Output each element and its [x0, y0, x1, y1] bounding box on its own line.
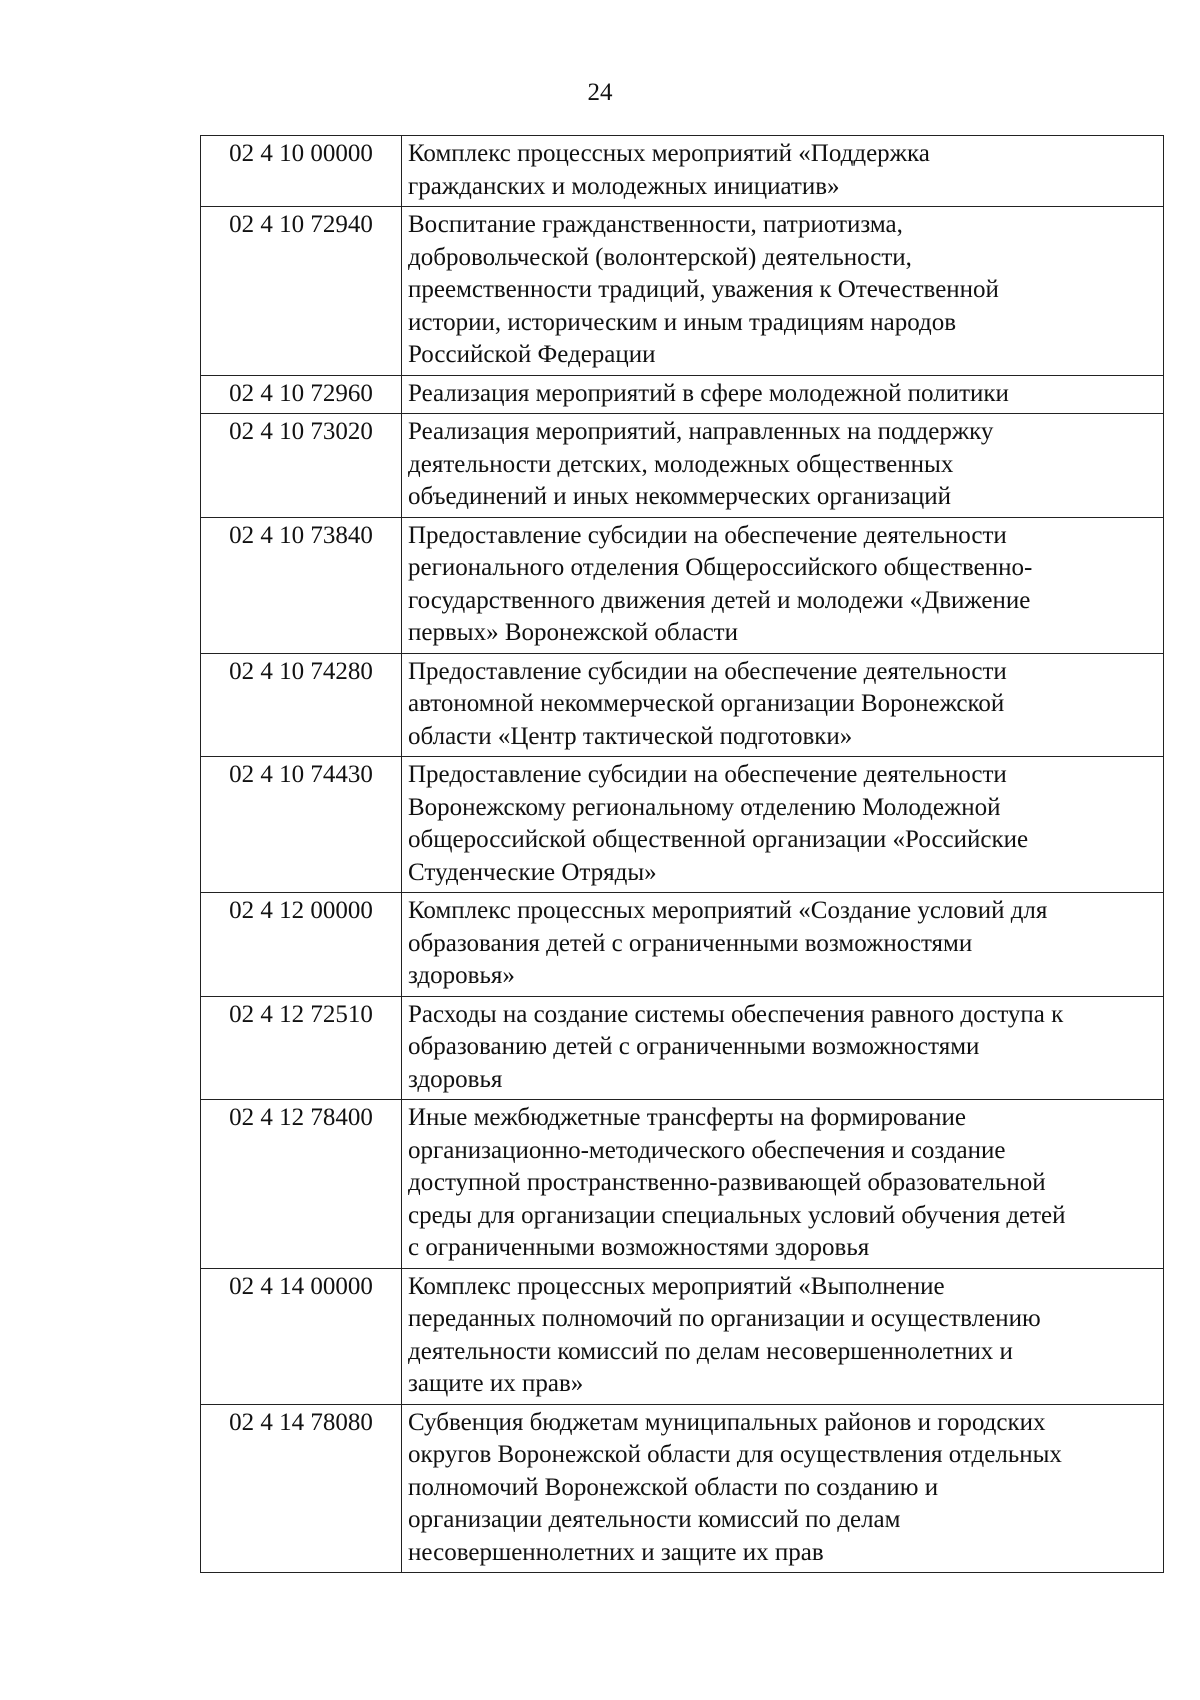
description-line: объединений и иных некоммерческих организаций — [408, 483, 952, 510]
classification-code: 02 4 10 72960 — [201, 375, 402, 414]
description-line: гражданских и молодежных инициатив» — [408, 172, 840, 200]
table-row — [201, 996, 1164, 1100]
expense-description — [402, 1268, 1164, 1404]
description-line: области «Центр тактической подготовки» — [408, 722, 853, 750]
description-line: добровольческой (волонтерской) деятельности, — [408, 243, 912, 271]
description-line: Предоставление субсидии на обеспечение деятельности — [408, 761, 1007, 788]
description-line: государственного движения детей и молодежи «Движение — [408, 586, 1031, 614]
classification-code: 02 4 10 72940 — [201, 207, 402, 376]
description-line: Воронежскому региональному отделению Молодежной — [408, 793, 1001, 821]
expense-description — [402, 757, 1164, 893]
description-line: доступной пространственно-развивающей образовательной — [408, 1169, 1046, 1196]
table-row — [201, 653, 1164, 757]
expense-description — [402, 996, 1164, 1100]
description-line: округов Воронежской области для осуществления отдельных — [408, 1441, 1062, 1468]
description-line: Студенческие Отряды» — [408, 858, 657, 886]
description-line: здоровья — [408, 1065, 503, 1093]
description-line: Комплекс процессных мероприятий «Поддержка — [408, 140, 930, 167]
description-line: истории, историческим и иным традициям народов — [408, 308, 957, 336]
table-row — [201, 414, 1164, 518]
table-body — [201, 136, 1164, 1573]
description-line: Предоставление субсидии на обеспечение деятельности — [408, 657, 1007, 685]
description-line: Реализация мероприятий, направленных на поддержку — [408, 418, 994, 445]
table-row — [201, 136, 1164, 207]
expense-description — [402, 1100, 1164, 1269]
table-row — [201, 517, 1164, 653]
classification-code: 02 4 10 73840 — [201, 517, 402, 653]
expense-description — [402, 517, 1164, 653]
description-line: преемственности традиций, уважения к Отечественной — [408, 276, 999, 303]
budget-classification-table — [200, 135, 1164, 1573]
table-row — [201, 1268, 1164, 1404]
description-line: первых» Воронежской области — [408, 619, 738, 646]
description-line: деятельности комиссий по делам несовершеннолетних и — [408, 1337, 1013, 1365]
description-line: образования детей с ограниченными возможностями — [408, 929, 973, 957]
expense-description — [402, 1404, 1164, 1573]
description-line: Иные межбюджетные трансферты на формирование — [408, 1104, 966, 1131]
expense-description — [402, 375, 1164, 414]
table-row — [201, 207, 1164, 376]
classification-code: 02 4 10 73020 — [201, 414, 402, 518]
description-line: Российской Федерации — [408, 341, 656, 368]
classification-code: 02 4 14 00000 — [201, 1268, 402, 1404]
description-line: несовершеннолетних и защите их прав — [408, 1538, 824, 1566]
table-row — [201, 375, 1164, 414]
description-line: Комплекс процессных мероприятий «Создание условий для — [408, 897, 1048, 924]
expense-description — [402, 136, 1164, 207]
classification-code: 02 4 10 74280 — [201, 653, 402, 757]
classification-code: 02 4 12 78400 — [201, 1100, 402, 1269]
description-line: организации деятельности комиссий по делам — [408, 1506, 901, 1533]
expense-description — [402, 893, 1164, 997]
description-line: Расходы на создание системы обеспечения равного доступа к — [408, 1000, 1064, 1028]
description-line: организационно-методического обеспечения и создание — [408, 1136, 1006, 1164]
description-line: с ограниченными возможностями здоровья — [408, 1234, 870, 1261]
classification-code: 02 4 10 00000 — [201, 136, 402, 207]
description-line: Субвенция бюджетам муниципальных районов и городских — [408, 1408, 1046, 1436]
page-number: 24 — [587, 79, 613, 106]
description-line: образованию детей с ограниченными возможностями — [408, 1033, 980, 1060]
description-line: регионального отделения Общероссийского общественно- — [408, 554, 1033, 581]
classification-code: 02 4 14 78080 — [201, 1404, 402, 1573]
description-line: деятельности детских, молодежных общественных — [408, 450, 954, 478]
description-line: Воспитание гражданственности, патриотизма, — [408, 211, 903, 238]
description-line: переданных полномочий по организации и осуществлению — [408, 1305, 1041, 1332]
expense-description — [402, 414, 1164, 518]
table-row — [201, 1100, 1164, 1269]
expense-description — [402, 653, 1164, 757]
description-line: Реализация мероприятий в сфере молодежной политики — [408, 379, 1009, 407]
description-line: защите их прав» — [408, 1370, 584, 1397]
description-line: общероссийской общественной организации «Российские — [408, 826, 1029, 853]
expense-description — [402, 207, 1164, 376]
table-row — [201, 893, 1164, 997]
description-line: полномочий Воронежской области по созданию и — [408, 1473, 939, 1501]
table-row — [201, 757, 1164, 893]
description-line: Комплекс процессных мероприятий «Выполнение — [408, 1272, 945, 1300]
classification-code: 02 4 12 72510 — [201, 996, 402, 1100]
description-line: Предоставление субсидии на обеспечение деятельности — [408, 521, 1007, 549]
classification-code: 02 4 12 00000 — [201, 893, 402, 997]
description-line: автономной некоммерческой организации Воронежской — [408, 690, 1005, 717]
description-line: среды для организации специальных условий обучения детей — [408, 1201, 1066, 1229]
description-line: здоровья» — [408, 962, 515, 989]
table-row — [201, 1404, 1164, 1573]
classification-code: 02 4 10 74430 — [201, 757, 402, 893]
